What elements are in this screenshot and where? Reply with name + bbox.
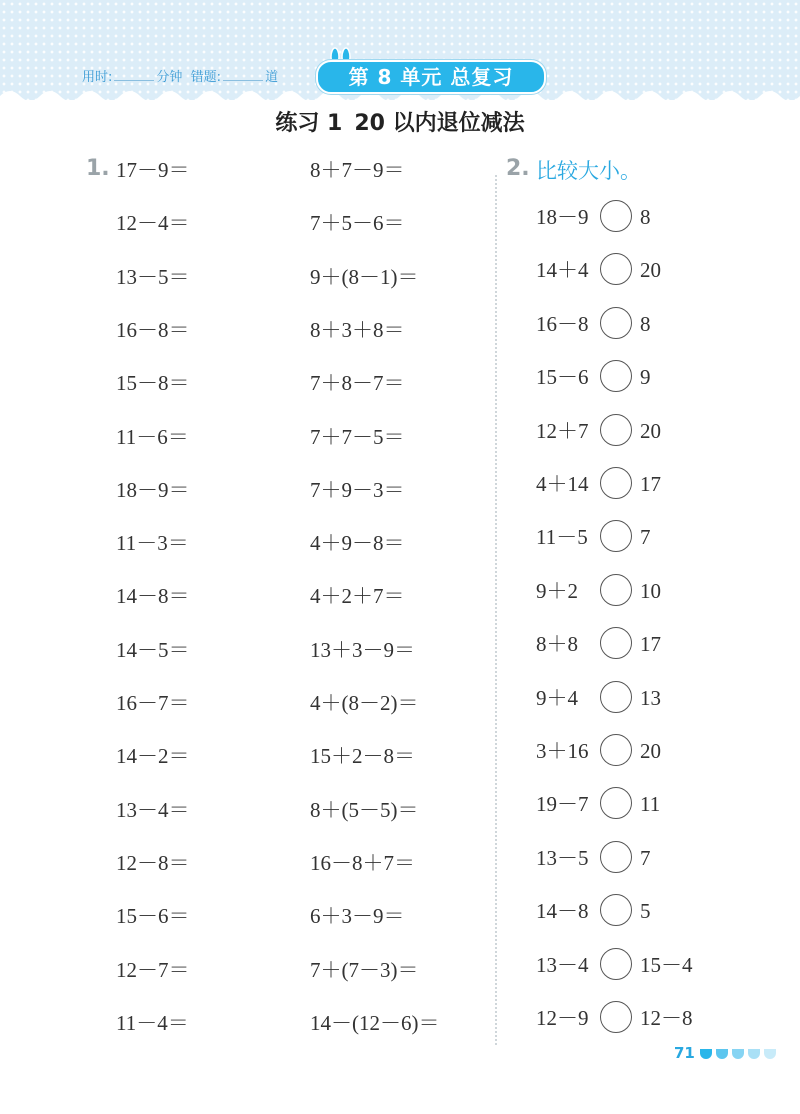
compare-right: 7 [640,846,651,870]
answer-circle[interactable] [600,253,632,285]
time-blank [114,69,154,81]
mixed-problem: 7＋7－5＝ [310,425,405,449]
mixed-problem: 7＋8－7＝ [310,371,405,395]
compare-right: 13 [640,686,661,710]
subtraction-problem: 16－7＝ [116,691,190,715]
compare-left: 8＋8 [536,632,578,656]
compare-left: 14＋4 [536,258,589,282]
subtraction-problem: 18－9＝ [116,478,190,502]
mixed-problem: 8＋3＋8＝ [310,318,405,342]
subtraction-problem: 17－9＝ [116,158,190,182]
compare-left: 18－9 [536,205,589,229]
exercise-label: 练习 1 [275,111,343,136]
compare-left: 3＋16 [536,739,589,763]
subtraction-problem: 11－3＝ [116,531,189,555]
mixed-problem: 4＋2＋7＝ [310,584,405,608]
compare-right: 10 [640,579,661,603]
compare-right: 8 [640,312,651,336]
section-2-number: 2. [506,156,530,181]
mixed-problem: 8＋7－9＝ [310,158,405,182]
compare-left: 14－8 [536,899,589,923]
compare-left: 12－9 [536,1006,589,1030]
compare-right: 20 [640,739,661,763]
subtraction-problem: 11－4＝ [116,1011,189,1035]
compare-left: 4＋14 [536,472,589,496]
compare-left: 9＋2 [536,579,578,603]
answer-circle[interactable] [600,414,632,446]
answer-circle[interactable] [600,948,632,980]
errors-label: 错题: [190,70,222,85]
answer-circle[interactable] [600,841,632,873]
compare-right: 5 [640,899,651,923]
unit-title-badge: 第 8 单元 总复习 [316,60,546,94]
compare-right: 8 [640,205,651,229]
section-1-number: 1. [86,156,110,181]
mixed-problem: 4＋9－8＝ [310,531,405,555]
topic-label: 20 以内退位减法 [354,111,525,136]
answer-circle[interactable] [600,627,632,659]
page-title [0,106,800,137]
mixed-problem: 7＋5－6＝ [310,211,405,235]
mixed-problem: 13＋3－9＝ [310,638,415,662]
decorative-dot [700,1049,712,1059]
time-label: 用时: [82,70,113,85]
subtraction-problem: 12－8＝ [116,851,190,875]
answer-circle[interactable] [600,360,632,392]
mixed-problem: 6＋3－9＝ [310,904,405,928]
mixed-problem: 15＋2－8＝ [310,744,415,768]
subtraction-problem: 14－8＝ [116,584,190,608]
answer-circle[interactable] [600,734,632,766]
answer-circle[interactable] [600,1001,632,1033]
compare-left: 12＋7 [536,419,589,443]
mixed-problem: 16－8＋7＝ [310,851,415,875]
decorative-dots [700,1046,780,1064]
compare-right: 9 [640,365,651,389]
answer-circle[interactable] [600,200,632,232]
compare-left: 13－5 [536,846,589,870]
answer-circle[interactable] [600,681,632,713]
compare-right: 20 [640,258,661,282]
compare-right: 17 [640,632,661,656]
compare-left: 11－5 [536,525,588,549]
answer-circle[interactable] [600,574,632,606]
compare-left: 16－8 [536,312,589,336]
errors-blank [223,69,263,81]
compare-right: 17 [640,472,661,496]
page-number: 71 [674,1044,695,1062]
answer-circle[interactable] [600,307,632,339]
compare-left: 15－6 [536,365,589,389]
compare-right: 12－8 [640,1006,693,1030]
mixed-problem: 4＋(8－2)＝ [310,691,419,715]
compare-left: 13－4 [536,953,589,977]
compare-right: 15－4 [640,953,693,977]
subtraction-problem: 15－8＝ [116,371,190,395]
subtraction-problem: 14－2＝ [116,744,190,768]
header-meta [82,66,278,85]
decorative-dot [748,1049,760,1059]
decorative-dot [716,1049,728,1059]
subtraction-problem: 13－5＝ [116,265,190,289]
section-2-title: 比较大小。 [536,159,641,183]
answer-circle[interactable] [600,787,632,819]
compare-left: 9＋4 [536,686,578,710]
subtraction-problem: 12－7＝ [116,958,190,982]
decorative-dot [764,1049,776,1059]
compare-right: 20 [640,419,661,443]
answer-circle[interactable] [600,520,632,552]
mixed-problem: 8＋(5－5)＝ [310,798,419,822]
compare-right: 7 [640,525,651,549]
decorative-dot [732,1049,744,1059]
errors-unit: 道 [265,70,279,85]
subtraction-problem: 12－4＝ [116,211,190,235]
column-divider [495,175,497,1045]
answer-circle[interactable] [600,894,632,926]
subtraction-problem: 16－8＝ [116,318,190,342]
subtraction-problem: 14－5＝ [116,638,190,662]
answer-circle[interactable] [600,467,632,499]
subtraction-problem: 11－6＝ [116,425,189,449]
time-unit: 分钟 [156,70,183,85]
compare-left: 19－7 [536,792,589,816]
subtraction-problem: 13－4＝ [116,798,190,822]
mixed-problem: 7＋(7－3)＝ [310,958,419,982]
compare-right: 11 [640,792,661,816]
subtraction-problem: 15－6＝ [116,904,190,928]
mixed-problem: 7＋9－3＝ [310,478,405,502]
mixed-problem: 9＋(8－1)＝ [310,265,419,289]
mixed-problem: 14－(12－6)＝ [310,1011,440,1035]
